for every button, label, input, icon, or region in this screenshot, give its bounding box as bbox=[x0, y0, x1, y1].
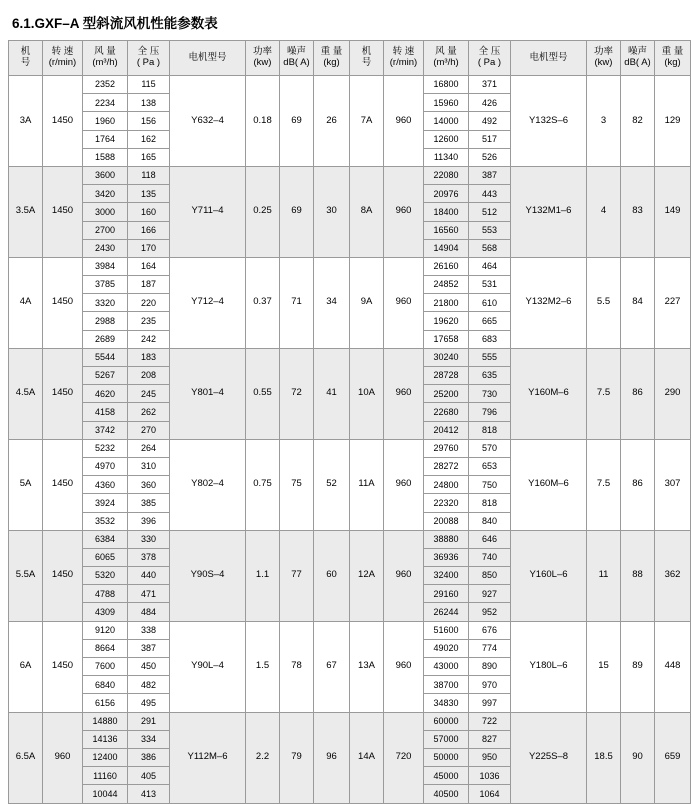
cell-rpm: 960 bbox=[384, 76, 424, 167]
cell-flow: 38880 bbox=[424, 530, 469, 548]
cell-flow: 29760 bbox=[424, 439, 469, 457]
cell-pressure: 360 bbox=[128, 476, 170, 494]
cell-flow: 14904 bbox=[424, 239, 469, 257]
cell-power: 0.55 bbox=[246, 348, 280, 439]
cell-flow: 45000 bbox=[424, 767, 469, 785]
cell-flow: 16560 bbox=[424, 221, 469, 239]
cell-rpm: 960 bbox=[43, 712, 83, 803]
cell-weight: 659 bbox=[655, 712, 691, 803]
cell-motor-model: Y180L–6 bbox=[511, 621, 587, 712]
cell-power: 0.37 bbox=[246, 257, 280, 348]
cell-pressure: 774 bbox=[469, 639, 511, 657]
cell-flow: 2700 bbox=[83, 221, 128, 239]
header-motor-right: 电机型号 bbox=[511, 41, 587, 76]
cell-pressure: 740 bbox=[469, 548, 511, 566]
cell-flow: 6156 bbox=[83, 694, 128, 712]
cell-pressure: 840 bbox=[469, 512, 511, 530]
header-pressure-right: 全 压 ( Pa ) bbox=[469, 41, 511, 76]
cell-flow: 16800 bbox=[424, 76, 469, 94]
cell-flow: 30240 bbox=[424, 348, 469, 366]
cell-power: 0.25 bbox=[246, 166, 280, 257]
cell-noise: 82 bbox=[621, 76, 655, 167]
cell-flow: 3984 bbox=[83, 257, 128, 275]
header-row bbox=[9, 41, 691, 76]
header-weight-right: 重 量 (kg) bbox=[655, 41, 691, 76]
cell-pressure: 443 bbox=[469, 185, 511, 203]
cell-model-no: 13A bbox=[350, 621, 384, 712]
cell-noise: 83 bbox=[621, 166, 655, 257]
cell-flow: 11160 bbox=[83, 767, 128, 785]
cell-pressure: 730 bbox=[469, 385, 511, 403]
cell-pressure: 413 bbox=[128, 785, 170, 803]
table-row bbox=[9, 439, 691, 457]
cell-flow: 12600 bbox=[424, 130, 469, 148]
cell-pressure: 118 bbox=[128, 166, 170, 184]
cell-weight: 26 bbox=[314, 76, 350, 167]
cell-motor-model: Y132S–6 bbox=[511, 76, 587, 167]
cell-flow: 20412 bbox=[424, 421, 469, 439]
cell-flow: 40500 bbox=[424, 785, 469, 803]
cell-flow: 8664 bbox=[83, 639, 128, 657]
cell-motor-model: Y132M1–6 bbox=[511, 166, 587, 257]
cell-power: 7.5 bbox=[587, 348, 621, 439]
cell-noise: 86 bbox=[621, 348, 655, 439]
cell-pressure: 512 bbox=[469, 203, 511, 221]
cell-flow: 14880 bbox=[83, 712, 128, 730]
cell-motor-model: Y132M2–6 bbox=[511, 257, 587, 348]
cell-pressure: 818 bbox=[469, 494, 511, 512]
cell-flow: 17658 bbox=[424, 330, 469, 348]
cell-pressure: 555 bbox=[469, 348, 511, 366]
cell-pressure: 970 bbox=[469, 676, 511, 694]
header-rpm-left: 转 速 (r/min) bbox=[43, 41, 83, 76]
cell-flow: 12400 bbox=[83, 748, 128, 766]
cell-rpm: 960 bbox=[384, 348, 424, 439]
cell-flow: 2234 bbox=[83, 94, 128, 112]
cell-flow: 14000 bbox=[424, 112, 469, 130]
cell-motor-model: Y160M–6 bbox=[511, 348, 587, 439]
cell-rpm: 960 bbox=[384, 530, 424, 621]
cell-pressure: 952 bbox=[469, 603, 511, 621]
cell-pressure: 310 bbox=[128, 457, 170, 475]
cell-pressure: 517 bbox=[469, 130, 511, 148]
cell-flow: 28272 bbox=[424, 457, 469, 475]
cell-model-no: 12A bbox=[350, 530, 384, 621]
cell-flow: 32400 bbox=[424, 567, 469, 585]
cell-flow: 22080 bbox=[424, 166, 469, 184]
cell-model-no: 5.5A bbox=[9, 530, 43, 621]
cell-flow: 9120 bbox=[83, 621, 128, 639]
cell-pressure: 646 bbox=[469, 530, 511, 548]
cell-weight: 34 bbox=[314, 257, 350, 348]
cell-model-no: 4.5A bbox=[9, 348, 43, 439]
cell-pressure: 492 bbox=[469, 112, 511, 130]
cell-power: 7.5 bbox=[587, 439, 621, 530]
header-rpm-right: 转 速 (r/min) bbox=[384, 41, 424, 76]
header-flow-left: 风 量 (m³/h) bbox=[83, 41, 128, 76]
cell-flow: 34830 bbox=[424, 694, 469, 712]
header-weight-left: 重 量 (kg) bbox=[314, 41, 350, 76]
cell-flow: 50000 bbox=[424, 748, 469, 766]
cell-weight: 52 bbox=[314, 439, 350, 530]
page-title: 6.1.GXF–A 型斜流风机性能参数表 bbox=[12, 16, 218, 31]
cell-rpm: 1450 bbox=[43, 257, 83, 348]
cell-pressure: 156 bbox=[128, 112, 170, 130]
cell-pressure: 138 bbox=[128, 94, 170, 112]
cell-power: 3 bbox=[587, 76, 621, 167]
cell-flow: 4158 bbox=[83, 403, 128, 421]
cell-motor-model: Y90L–4 bbox=[170, 621, 246, 712]
cell-pressure: 164 bbox=[128, 257, 170, 275]
cell-flow: 19620 bbox=[424, 312, 469, 330]
cell-pressure: 818 bbox=[469, 421, 511, 439]
cell-flow: 3742 bbox=[83, 421, 128, 439]
header-no-right: 机 号 bbox=[350, 41, 384, 76]
cell-pressure: 570 bbox=[469, 439, 511, 457]
cell-flow: 24800 bbox=[424, 476, 469, 494]
cell-rpm: 1450 bbox=[43, 439, 83, 530]
cell-pressure: 208 bbox=[128, 367, 170, 385]
cell-rpm: 960 bbox=[384, 166, 424, 257]
cell-pressure: 850 bbox=[469, 567, 511, 585]
cell-power: 18.5 bbox=[587, 712, 621, 803]
cell-flow: 24852 bbox=[424, 276, 469, 294]
cell-flow: 1588 bbox=[83, 148, 128, 166]
cell-pressure: 890 bbox=[469, 658, 511, 676]
cell-weight: 227 bbox=[655, 257, 691, 348]
cell-pressure: 330 bbox=[128, 530, 170, 548]
cell-motor-model: Y112M–6 bbox=[170, 712, 246, 803]
cell-rpm: 1450 bbox=[43, 166, 83, 257]
cell-pressure: 405 bbox=[128, 767, 170, 785]
cell-noise: 69 bbox=[280, 76, 314, 167]
cell-flow: 4360 bbox=[83, 476, 128, 494]
cell-flow: 2988 bbox=[83, 312, 128, 330]
cell-power: 0.75 bbox=[246, 439, 280, 530]
cell-flow: 25200 bbox=[424, 385, 469, 403]
cell-flow: 2430 bbox=[83, 239, 128, 257]
cell-pressure: 235 bbox=[128, 312, 170, 330]
cell-flow: 57000 bbox=[424, 730, 469, 748]
cell-weight: 149 bbox=[655, 166, 691, 257]
cell-pressure: 387 bbox=[469, 166, 511, 184]
table-row bbox=[9, 166, 691, 184]
cell-flow: 6840 bbox=[83, 676, 128, 694]
cell-pressure: 170 bbox=[128, 239, 170, 257]
cell-pressure: 386 bbox=[128, 748, 170, 766]
cell-pressure: 531 bbox=[469, 276, 511, 294]
cell-pressure: 482 bbox=[128, 676, 170, 694]
cell-flow: 4620 bbox=[83, 385, 128, 403]
cell-flow: 5320 bbox=[83, 567, 128, 585]
header-flow-right: 风 量 (m³/h) bbox=[424, 41, 469, 76]
cell-pressure: 440 bbox=[128, 567, 170, 585]
cell-motor-model: Y712–4 bbox=[170, 257, 246, 348]
cell-pressure: 371 bbox=[469, 76, 511, 94]
cell-pressure: 387 bbox=[128, 639, 170, 657]
cell-rpm: 960 bbox=[384, 257, 424, 348]
cell-pressure: 165 bbox=[128, 148, 170, 166]
cell-pressure: 950 bbox=[469, 748, 511, 766]
cell-weight: 448 bbox=[655, 621, 691, 712]
table-row bbox=[9, 530, 691, 548]
cell-noise: 78 bbox=[280, 621, 314, 712]
fan-performance-table bbox=[8, 40, 691, 804]
cell-weight: 30 bbox=[314, 166, 350, 257]
cell-noise: 77 bbox=[280, 530, 314, 621]
cell-pressure: 396 bbox=[128, 512, 170, 530]
cell-pressure: 245 bbox=[128, 385, 170, 403]
cell-pressure: 135 bbox=[128, 185, 170, 203]
cell-motor-model: Y632–4 bbox=[170, 76, 246, 167]
cell-pressure: 796 bbox=[469, 403, 511, 421]
cell-pressure: 385 bbox=[128, 494, 170, 512]
cell-flow: 5267 bbox=[83, 367, 128, 385]
cell-pressure: 635 bbox=[469, 367, 511, 385]
cell-pressure: 722 bbox=[469, 712, 511, 730]
cell-model-no: 10A bbox=[350, 348, 384, 439]
cell-model-no: 9A bbox=[350, 257, 384, 348]
cell-pressure: 162 bbox=[128, 130, 170, 148]
header-motor-left: 电机型号 bbox=[170, 41, 246, 76]
cell-pressure: 1036 bbox=[469, 767, 511, 785]
cell-flow: 3532 bbox=[83, 512, 128, 530]
cell-flow: 7600 bbox=[83, 658, 128, 676]
cell-flow: 1960 bbox=[83, 112, 128, 130]
cell-pressure: 264 bbox=[128, 439, 170, 457]
cell-pressure: 262 bbox=[128, 403, 170, 421]
cell-pressure: 997 bbox=[469, 694, 511, 712]
cell-rpm: 1450 bbox=[43, 530, 83, 621]
cell-weight: 60 bbox=[314, 530, 350, 621]
cell-flow: 3785 bbox=[83, 276, 128, 294]
cell-rpm: 1450 bbox=[43, 621, 83, 712]
cell-power: 11 bbox=[587, 530, 621, 621]
cell-power: 1.1 bbox=[246, 530, 280, 621]
cell-flow: 21800 bbox=[424, 294, 469, 312]
cell-flow: 10044 bbox=[83, 785, 128, 803]
table-row bbox=[9, 621, 691, 639]
cell-power: 4 bbox=[587, 166, 621, 257]
cell-model-no: 14A bbox=[350, 712, 384, 803]
cell-rpm: 960 bbox=[384, 439, 424, 530]
cell-noise: 84 bbox=[621, 257, 655, 348]
cell-motor-model: Y802–4 bbox=[170, 439, 246, 530]
cell-motor-model: Y160M–6 bbox=[511, 439, 587, 530]
cell-pressure: 334 bbox=[128, 730, 170, 748]
cell-power: 0.18 bbox=[246, 76, 280, 167]
cell-pressure: 183 bbox=[128, 348, 170, 366]
cell-pressure: 450 bbox=[128, 658, 170, 676]
header-power-right: 功率 (kw) bbox=[587, 41, 621, 76]
cell-pressure: 471 bbox=[128, 585, 170, 603]
cell-noise: 79 bbox=[280, 712, 314, 803]
cell-weight: 41 bbox=[314, 348, 350, 439]
cell-noise: 71 bbox=[280, 257, 314, 348]
cell-model-no: 3A bbox=[9, 76, 43, 167]
cell-flow: 3924 bbox=[83, 494, 128, 512]
cell-flow: 20088 bbox=[424, 512, 469, 530]
cell-weight: 362 bbox=[655, 530, 691, 621]
cell-pressure: 115 bbox=[128, 76, 170, 94]
cell-power: 5.5 bbox=[587, 257, 621, 348]
cell-pressure: 568 bbox=[469, 239, 511, 257]
cell-pressure: 160 bbox=[128, 203, 170, 221]
cell-flow: 5544 bbox=[83, 348, 128, 366]
cell-rpm: 1450 bbox=[43, 76, 83, 167]
cell-flow: 49020 bbox=[424, 639, 469, 657]
cell-pressure: 526 bbox=[469, 148, 511, 166]
cell-pressure: 827 bbox=[469, 730, 511, 748]
cell-flow: 20976 bbox=[424, 185, 469, 203]
cell-flow: 28728 bbox=[424, 367, 469, 385]
cell-flow: 3000 bbox=[83, 203, 128, 221]
cell-noise: 75 bbox=[280, 439, 314, 530]
cell-motor-model: Y160L–6 bbox=[511, 530, 587, 621]
cell-weight: 96 bbox=[314, 712, 350, 803]
header-noise-right: 噪声 dB( A) bbox=[621, 41, 655, 76]
cell-weight: 129 bbox=[655, 76, 691, 167]
cell-weight: 307 bbox=[655, 439, 691, 530]
cell-pressure: 495 bbox=[128, 694, 170, 712]
cell-pressure: 653 bbox=[469, 457, 511, 475]
cell-noise: 89 bbox=[621, 621, 655, 712]
cell-noise: 86 bbox=[621, 439, 655, 530]
cell-flow: 3600 bbox=[83, 166, 128, 184]
cell-pressure: 927 bbox=[469, 585, 511, 603]
cell-pressure: 1064 bbox=[469, 785, 511, 803]
cell-pressure: 338 bbox=[128, 621, 170, 639]
cell-weight: 290 bbox=[655, 348, 691, 439]
table-row bbox=[9, 257, 691, 275]
cell-pressure: 291 bbox=[128, 712, 170, 730]
cell-flow: 3420 bbox=[83, 185, 128, 203]
cell-pressure: 378 bbox=[128, 548, 170, 566]
header-noise-left: 噪声 dB( A) bbox=[280, 41, 314, 76]
cell-flow: 11340 bbox=[424, 148, 469, 166]
cell-flow: 51600 bbox=[424, 621, 469, 639]
cell-pressure: 676 bbox=[469, 621, 511, 639]
cell-flow: 15960 bbox=[424, 94, 469, 112]
cell-pressure: 166 bbox=[128, 221, 170, 239]
cell-pressure: 683 bbox=[469, 330, 511, 348]
cell-pressure: 464 bbox=[469, 257, 511, 275]
cell-pressure: 220 bbox=[128, 294, 170, 312]
cell-noise: 69 bbox=[280, 166, 314, 257]
cell-flow: 38700 bbox=[424, 676, 469, 694]
cell-flow: 4309 bbox=[83, 603, 128, 621]
cell-power: 2.2 bbox=[246, 712, 280, 803]
cell-rpm: 1450 bbox=[43, 348, 83, 439]
cell-pressure: 665 bbox=[469, 312, 511, 330]
cell-flow: 2689 bbox=[83, 330, 128, 348]
cell-flow: 3320 bbox=[83, 294, 128, 312]
cell-flow: 26244 bbox=[424, 603, 469, 621]
cell-model-no: 7A bbox=[350, 76, 384, 167]
cell-flow: 4788 bbox=[83, 585, 128, 603]
cell-flow: 60000 bbox=[424, 712, 469, 730]
cell-model-no: 5A bbox=[9, 439, 43, 530]
cell-flow: 5232 bbox=[83, 439, 128, 457]
cell-motor-model: Y225S–8 bbox=[511, 712, 587, 803]
cell-model-no: 6A bbox=[9, 621, 43, 712]
cell-flow: 6065 bbox=[83, 548, 128, 566]
cell-noise: 88 bbox=[621, 530, 655, 621]
cell-model-no: 3.5A bbox=[9, 166, 43, 257]
header-pressure-left: 全 压 ( Pa ) bbox=[128, 41, 170, 76]
cell-power: 15 bbox=[587, 621, 621, 712]
cell-flow: 1764 bbox=[83, 130, 128, 148]
cell-motor-model: Y90S–4 bbox=[170, 530, 246, 621]
cell-flow: 22320 bbox=[424, 494, 469, 512]
cell-flow: 18400 bbox=[424, 203, 469, 221]
cell-model-no: 4A bbox=[9, 257, 43, 348]
cell-rpm: 720 bbox=[384, 712, 424, 803]
header-power-left: 功率 (kw) bbox=[246, 41, 280, 76]
table-body bbox=[9, 76, 691, 804]
cell-model-no: 6.5A bbox=[9, 712, 43, 803]
header-no-left: 机 号 bbox=[9, 41, 43, 76]
table-row bbox=[9, 712, 691, 730]
cell-weight: 67 bbox=[314, 621, 350, 712]
cell-flow: 2352 bbox=[83, 76, 128, 94]
cell-flow: 43000 bbox=[424, 658, 469, 676]
cell-flow: 26160 bbox=[424, 257, 469, 275]
table-header bbox=[9, 41, 691, 76]
cell-pressure: 484 bbox=[128, 603, 170, 621]
cell-pressure: 270 bbox=[128, 421, 170, 439]
cell-pressure: 187 bbox=[128, 276, 170, 294]
cell-flow: 22680 bbox=[424, 403, 469, 421]
cell-model-no: 8A bbox=[350, 166, 384, 257]
cell-pressure: 426 bbox=[469, 94, 511, 112]
cell-pressure: 242 bbox=[128, 330, 170, 348]
cell-rpm: 960 bbox=[384, 621, 424, 712]
cell-flow: 36936 bbox=[424, 548, 469, 566]
table-row bbox=[9, 348, 691, 366]
cell-flow: 6384 bbox=[83, 530, 128, 548]
cell-motor-model: Y711–4 bbox=[170, 166, 246, 257]
cell-model-no: 11A bbox=[350, 439, 384, 530]
cell-flow: 29160 bbox=[424, 585, 469, 603]
cell-pressure: 553 bbox=[469, 221, 511, 239]
cell-pressure: 610 bbox=[469, 294, 511, 312]
cell-flow: 4970 bbox=[83, 457, 128, 475]
cell-noise: 90 bbox=[621, 712, 655, 803]
cell-noise: 72 bbox=[280, 348, 314, 439]
table-row bbox=[9, 76, 691, 94]
cell-flow: 14136 bbox=[83, 730, 128, 748]
cell-power: 1.5 bbox=[246, 621, 280, 712]
cell-pressure: 750 bbox=[469, 476, 511, 494]
cell-motor-model: Y801–4 bbox=[170, 348, 246, 439]
